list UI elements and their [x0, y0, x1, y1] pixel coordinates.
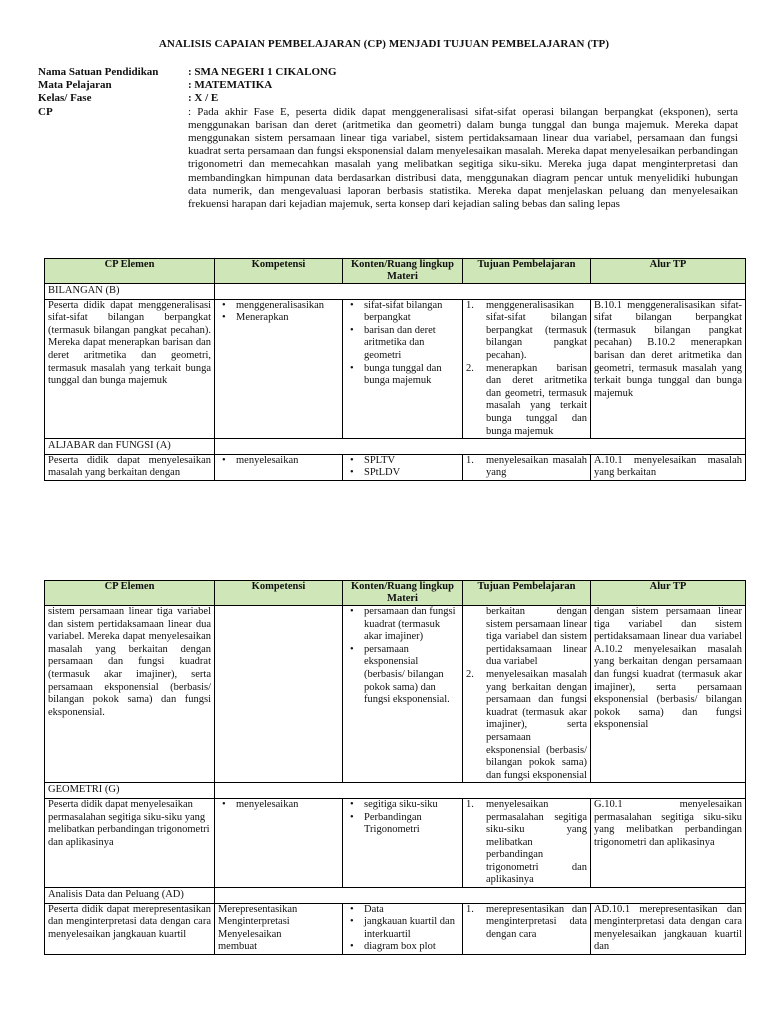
list-item: 1. menggeneralisasikan sifat-sifat bilangan berpangkat (termasuk bilangan pangkat pecahan). — [466, 299, 587, 361]
kompetensi-cell — [215, 606, 343, 783]
alur-cell: A.10.1 menyelesaikan masalah yang berkaitan — [591, 454, 746, 480]
meta-value: : X / E — [188, 92, 219, 105]
cp-elemen-cell: Peserta didik dapat menggeneralisasi sifat-sifat bilangan berpangkat (termasuk bilangan pangkat pecahan). Mereka dapat menerapkan barisan dan deret aritmetika dan geometri, termasuk masalah yang terkait bunga tunggal dan bunga majemuk — [45, 299, 215, 439]
konten-cell — [343, 798, 463, 887]
alur-cell: B.10.1 menggeneralisasikan sifat-sifat bilangan berpangkat (termasuk bilangan pangkat pecahan) B.10.2 menerapkan barisan dan deret aritmetika dan geometri, termasuk masalah yang terkait bunga tunggal dan bunga majemuk — [591, 299, 746, 439]
list-item: • menyelesaikan — [236, 455, 339, 468]
cp-elemen-cell: Peserta didik dapat merepresentasikan dan menginterpretasi data dengan cara menyelesaikan jangkauan kuartil — [45, 903, 215, 954]
meta-label: Nama Satuan Pendidikan — [38, 66, 159, 78]
meta-label: CP — [38, 105, 53, 118]
meta-label: Mata Pelajaran — [38, 79, 112, 92]
table-row — [45, 903, 746, 954]
document-title: ANALISIS CAPAIAN PEMBELAJARAN (CP) MENJADI TUJUAN PEMBELAJARAN (TP) — [158, 38, 610, 50]
list-item: • menyelesaikan — [236, 799, 339, 812]
tujuan-cell — [463, 798, 591, 887]
alur-cell: dengan sistem persamaan linear tiga variabel dan sistem pertidaksamaan linear dua variabel A.10.2 menyelesaikan masalah yang berkaitan dengan persamaan dan fungsi kuadrat (termasuk akar imajiner), serta persamaan eksponensial (berbasis/ bilangan pokok sama) dan fungsi eksponensial — [591, 606, 746, 783]
section-row-analisis-data — [45, 888, 746, 904]
analysis-table-2 — [44, 580, 746, 955]
list-item: • Data — [364, 904, 459, 917]
list-item: • Perbandingan Trigonometri — [364, 812, 459, 837]
list-item: • SPLTV — [364, 455, 459, 468]
header-konten: Konten/Ruang lingkup Materi — [343, 259, 463, 284]
header-tujuan: Tujuan Pembelajaran — [463, 259, 591, 284]
list-item: • Menerapkan — [236, 312, 339, 325]
list-item: • menggeneralisasikan — [236, 300, 339, 313]
list-item: • SPtLDV — [364, 467, 459, 480]
header-cp-elemen: CP Elemen — [45, 581, 215, 606]
meta-value: : SMA NEGERI 1 CIKALONG — [188, 66, 337, 78]
list-item: Menyelesaikan — [218, 928, 282, 940]
kompetensi-cell — [215, 798, 343, 887]
alur-cell: AD.10.1 merepresentasikan dan menginterpretasi data dengan cara menyelesaikan jangkauan kuartil dan — [591, 903, 746, 954]
tujuan-cell — [463, 606, 591, 783]
section-blank — [215, 888, 746, 904]
list-item: • persamaan dan fungsi kuadrat (termasuk akar imajiner) — [364, 606, 459, 644]
list-item: Merepresentasikan — [218, 903, 298, 915]
kompetensi-cell — [215, 903, 343, 954]
table-header-row — [45, 581, 746, 606]
list-item: membuat — [218, 941, 258, 953]
alur-cell: G.10.1 menyelesaikan permasalahan segitiga siku-siku yang melibatkan perbandingan trigonometri dan aplikasinya — [591, 798, 746, 887]
list-item: • jangkauan kuartil dan interkuartil — [364, 916, 459, 941]
header-alur: Alur TP — [591, 259, 746, 284]
section-row-geometri — [45, 783, 746, 799]
header-tujuan: Tujuan Pembelajaran — [463, 581, 591, 606]
cp-description: : Pada akhir Fase E, peserta didik dapat menggeneralisasi sifat-sifat operasi bilangan berpangkat (eksponen), serta menggunakan barisan dan deret (aritmetika dan geometri) dalam bunga tunggal dan bunga majemuk. Mereka dapat menggunakan sistem persamaan linear tiga variabel, sistem pertidaksamaan linear dua variabel, persamaan dan fungsi kuadrat serta persamaan dan fungsi eksponensial dalam menyelesaikan masalah. Mereka dapat menyelesaikan perbandingan trigonometri dan memecahkan masalah yang melibatkan segitiga siku-siku. Mereka juga dapat menginterpretasi dan membandingkan himpunan data berdasarkan distribusi data, menggunakan diagram pencar untuk menyelidiki hubungan data numerik, dan mengevaluasi laporan berbasis statistika. Mereka dapat menjelaskan peluang dan menyelesaikan frekuensi harapan dari kejadian majemuk, serta konsep dari kejadian saling bebas dan saling lepas — [188, 105, 738, 211]
table-row — [45, 606, 746, 783]
list-item: • bunga tunggal dan bunga majemuk — [364, 363, 459, 388]
list-item: 2. menyelesaikan masalah yang berkaitan dengan persamaan dan fungsi kuadrat (termasuk akar imajiner), serta persamaan eksponensial (berbasis/ bilangan pokok sama) dan fungsi eksponensial — [466, 668, 587, 781]
cp-elemen-cell: Peserta didik dapat menyelesaikan permasalahan segitiga siku-siku yang melibatkan perbandingan trigonometri dan aplikasinya — [45, 798, 215, 887]
meta-label: Kelas/ Fase — [38, 92, 92, 105]
konten-cell — [343, 606, 463, 783]
list-item: 1. menyelesaikan masalah yang — [466, 454, 587, 479]
section-label: Analisis Data dan Peluang (AD) — [45, 888, 215, 904]
header-alur: Alur TP — [591, 581, 746, 606]
header-kompetensi: Kompetensi — [215, 581, 343, 606]
tujuan-cell — [463, 903, 591, 954]
meta-value: : MATEMATIKA — [188, 79, 273, 92]
list-item: • segitiga siku-siku — [364, 799, 459, 812]
section-blank — [215, 783, 746, 799]
konten-cell — [343, 903, 463, 954]
table-row — [45, 798, 746, 887]
list-item: • barisan dan deret aritmetika dan geometri — [364, 325, 459, 363]
list-item: • diagram box plot — [364, 941, 459, 954]
header-cp-elemen: CP Elemen — [45, 259, 215, 284]
section-label: ALJABAR dan FUNGSI (A) — [45, 439, 215, 455]
list-item: 1. menyelesaikan permasalahan segitiga siku-siku yang melibatkan perbandingan trigonometri dan aplikasinya — [466, 798, 587, 886]
cp-elemen-cell: Peserta didik dapat menyelesaikan masalah yang berkaitan dengan — [45, 454, 215, 480]
list-item: 2. menerapkan barisan dan deret aritmetika dan geometri, termasuk masalah yang terkait bunga tunggal dan bunga majemuk — [466, 362, 587, 437]
cp-elemen-cell: sistem persamaan linear tiga variabel dan sistem pertidaksamaan linear dua variabel. Mereka dapat menyelesaikan masalah yang berkaitan dengan persamaan dan fungsi kuadrat (termasuk akar imajiner), serta persamaan eksponensial (berbasis/ bilangan pokok sama) dan fungsi eksponensial. — [45, 606, 215, 783]
section-label: BILANGAN (B) — [45, 284, 215, 300]
list-item: berkaitan dengan sistem persamaan linear tiga variabel dan sistem pertidaksamaan linear dua variabel — [486, 606, 587, 668]
list-item: 1. merepresentasikan dan menginterpretasi data dengan cara — [466, 903, 587, 940]
section-label: GEOMETRI (G) — [45, 783, 215, 799]
list-item: • sifat-sifat bilangan berpangkat — [364, 300, 459, 325]
header-kompetensi: Kompetensi — [215, 259, 343, 284]
list-item: Menginterpretasi — [218, 916, 290, 928]
list-item: • persamaan eksponensial (berbasis/ bilangan pokok sama) dan fungsi eksponensial. — [364, 644, 459, 707]
header-konten: Konten/Ruang lingkup Materi — [343, 581, 463, 606]
